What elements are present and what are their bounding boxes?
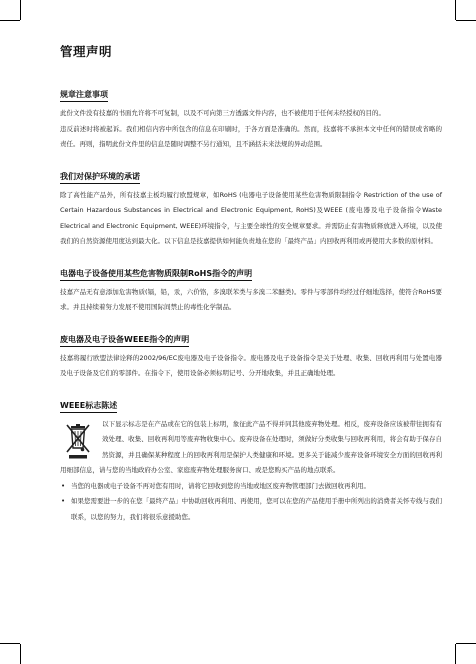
bullet-icon: •	[61, 497, 66, 505]
list-item	[60, 479, 442, 495]
paragraph: 除了高性能产品外，所有技嘉主板均履行欧盟规章，如RoHS (电器电子设备使用某些危害物质限制指令 Restriction of the use of Certain Hazardous Substances in Electrical and Electronic Equipment, RoHS)及WEEE (废电器及电子设备指令Waste Electrical and Electronic Equipment, WEEE)环境指令，与主要全球性的安全规章要求。并需防止有害物质释放进入环境，以及使我们的自然资源使用度达到最大化。以下信息是技嘉提供如何能负责地在您的「最终产品」内回收再利用或再使用大多数的原材料。	[60, 190, 442, 245]
list-item-text: 如果您需要进一步的在您「最终产品」中协助回收再利用、再使用，您可以在您的产品使用手册中所列出的消费者关怀专线与我们联系，以您的努力，我们将很乐意援助您。	[71, 497, 442, 521]
crop-mark	[456, 20, 476, 21]
crop-mark	[20, 0, 21, 20]
section-rohs-statement	[60, 261, 442, 316]
section-weee-statement	[60, 327, 442, 382]
section-heading: 规章注意事项	[60, 89, 108, 102]
crop-mark	[20, 644, 21, 664]
bullet-list	[60, 479, 442, 526]
paragraph: 技嘉将履行欧盟法律诠释的2002/96/EC废电器及电子设备指令。废电器及电子设备指令是关于处理、收集、回收再利用与处置电器及电子设备及它们的零部件。在指令下，使用设备必须标明记号、分开地收集，并且正确地处理。	[60, 353, 442, 377]
crop-mark	[455, 0, 456, 20]
section-heading: 我们对保护环境的承诺	[60, 171, 140, 184]
page-title: 管理声明	[60, 44, 113, 59]
bullet-icon: •	[61, 481, 66, 490]
section-heading: 电器电子设备使用某些危害物质限制RoHS指令的声明	[60, 268, 252, 281]
document-page	[60, 42, 442, 536]
list-item	[60, 494, 442, 525]
crop-mark	[456, 643, 476, 644]
paragraph: 以下显示标志是在产品或在它的包装上标明，象征此产品不得并同其他废弃物处理。相反，废弃设备应该被带往拥有有效处理、收集、回收再利用等废弃物收集中心。废弃设备在处理时，须做好分类收集与回收再利用，将会有助于保存自然资源，并且确保某种程度上的回收再利用是保护人类健康和环境。更多关于能减少废弃设备环境安全方面的回收再利用细部信息，请与您的当地政府办公室、家庭废弃物处理服务窗口、或是您购买产品的地点联系。	[60, 419, 442, 474]
crop-mark	[0, 643, 20, 644]
list-item-text: 当您的电器或电子设备不再对您有用时，请将它回收到您的当地或地区废弃物管理部门去做回收再利用。	[71, 481, 370, 490]
paragraph: 违反前述时将被起诉。我们相信内容中所包含的信息在印刷时，于各方面是准确的。然而，技嘉将不承担本文中任何的错误或省略的责任。再则，指明此份文件里的信息是随时调整不另行通知，且不涵括未来法规的异动范围。	[60, 124, 442, 148]
crop-mark	[455, 644, 456, 664]
paragraph: 此份文件没有技嘉的书面允许将不可复制，以及不可向第三方透露文件内容，也不被使用于任何未经授权的目的。	[60, 109, 385, 117]
crossed-out-wheeled-bin-icon	[64, 421, 92, 461]
crop-mark	[0, 20, 20, 21]
section-heading: WEEE标志陈述	[60, 400, 117, 413]
section-regulatory-notices	[60, 82, 442, 153]
paragraph: 技嘉产品无有意添加危害物质(镉，铅，汞，六价铬，多溴联苯类与多溴二苯醚类)。零件与零部件均经过仔细地选择，使符合RoHS要求。并且持续着努力发展不使用国际间禁止的毒性化学制品。	[60, 287, 442, 311]
section-heading: 废电器及电子设备WEEE指令的声明	[60, 334, 189, 347]
section-weee-symbol	[60, 393, 442, 526]
section-environment-commitment	[60, 164, 442, 250]
